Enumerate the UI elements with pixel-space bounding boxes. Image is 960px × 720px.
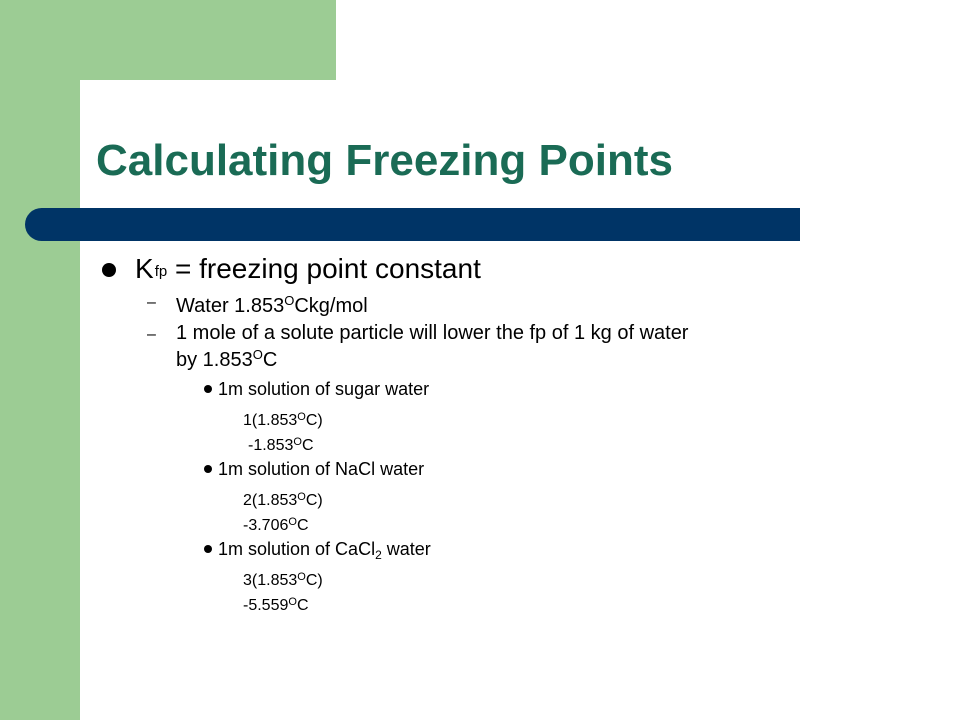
- title-underline-bar: [25, 208, 800, 241]
- item-nacl-result: $-3.706^OC$: [243, 516, 309, 534]
- dash-marker: –: [147, 326, 156, 343]
- bullet-dot: [102, 263, 116, 277]
- item-cacl2-result: $-5.559^OC$: [243, 596, 309, 614]
- bullet-kfp: Kfp = freezing point constant: [135, 253, 481, 284]
- dash-marker: –: [147, 294, 156, 311]
- bullet-dot: [204, 385, 212, 393]
- item-cacl2-label: 1m solution of CaCl$_2$ water: [218, 539, 431, 562]
- item-sugar-result: $-1.853^OC$: [248, 436, 314, 454]
- item-nacl-label: 1m solution of NaCl water: [218, 459, 425, 479]
- sub-bullet-mole: 1 mole of a solute particle will lower the fp of 1 kg of water by $1.853^OC$: [176, 322, 689, 371]
- bullet-dot: [204, 545, 212, 553]
- item-cacl2-calc: $3(1.853^OC)$: [243, 571, 323, 589]
- green-side-band: [0, 0, 80, 720]
- item-sugar-calc: $1(1.853^OC)$: [243, 411, 323, 429]
- bullet-dot: [204, 465, 212, 473]
- slide-title: Calculating Freezing Points: [96, 136, 673, 185]
- sub-bullet-water: Water $1.853^OCkg$/mol: [176, 293, 368, 317]
- item-nacl-calc: $2(1.853^OC)$: [243, 491, 323, 509]
- item-sugar-label: 1m solution of sugar water: [218, 379, 430, 399]
